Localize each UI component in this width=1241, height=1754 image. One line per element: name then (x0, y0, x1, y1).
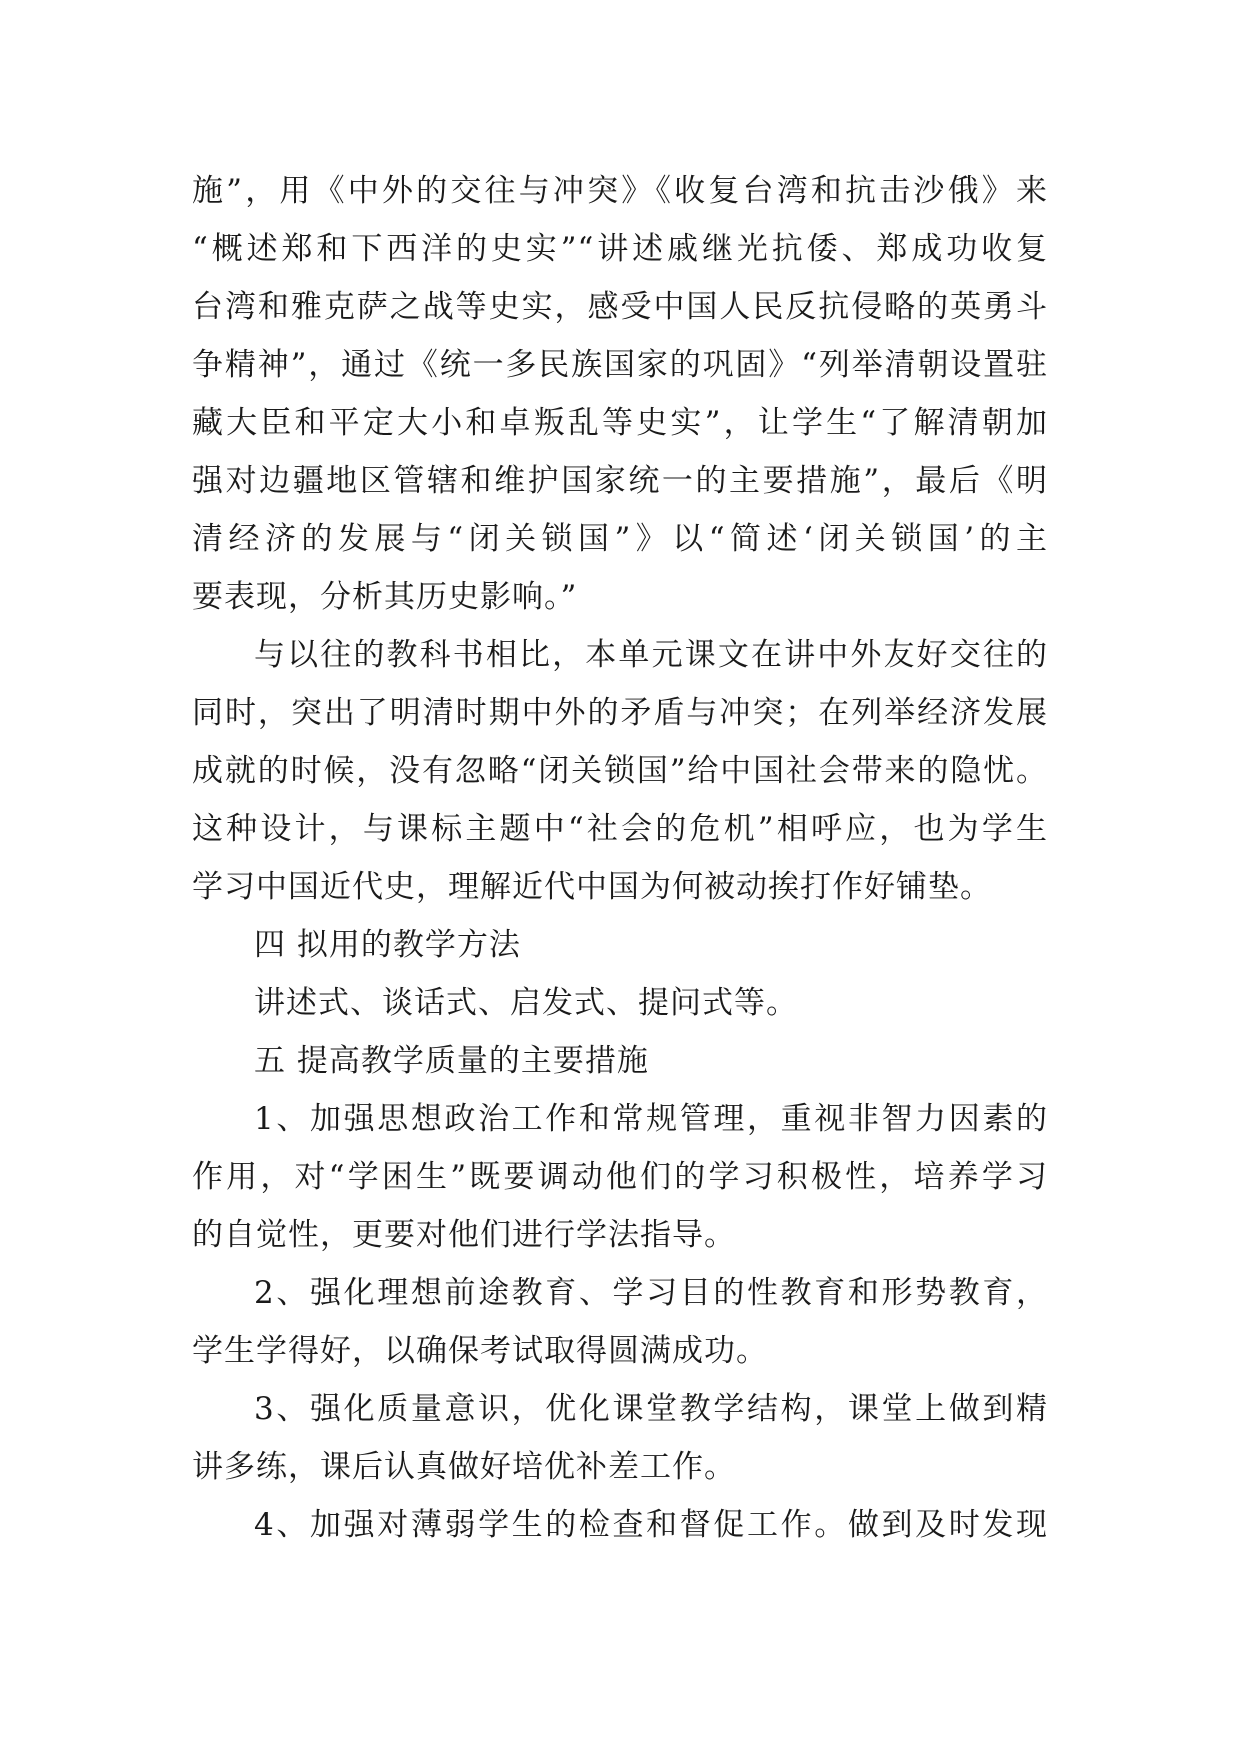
text-line: 讲多练，课后认真做好培优补差工作。 (192, 1449, 736, 1485)
text-line: 的自觉性，更要对他们进行学法指导。 (192, 1217, 736, 1253)
text-line: 3、强化质量意识，优化课堂教学结构，课堂上做到精 (254, 1391, 1048, 1427)
text-line: “概述郑和下西洋的史实”“讲述戚继光抗倭、郑成功收复 (192, 231, 1048, 267)
document-body (192, 162, 1048, 1554)
text-line: 要表现，分析其历史影响。” (192, 579, 578, 615)
text-line: 成就的时候，没有忽略“闭关锁国”给中国社会带来的隐忧。 (192, 753, 1048, 789)
text-line: 五 提高教学质量的主要措施 (254, 1043, 649, 1079)
text-line: 争精神”，通过《统一多民族国家的巩固》“列举清朝设置驻 (192, 347, 1048, 383)
text-line: 1、加强思想政治工作和常规管理，重视非智力因素的 (254, 1101, 1048, 1137)
text-line: 学习中国近代史，理解近代中国为何被动挨打作好铺垫。 (192, 869, 992, 905)
text-line: 藏大臣和平定大小和卓叛乱等史实”，让学生“了解清朝加 (192, 405, 1048, 441)
text-line: 学生学得好，以确保考试取得圆满成功。 (192, 1333, 768, 1369)
text-line: 与以往的教科书相比，本单元课文在讲中外友好交往的 (254, 637, 1048, 673)
text-line: 台湾和雅克萨之战等史实，感受中国人民反抗侵略的英勇斗 (192, 289, 1048, 325)
text-line: 四 拟用的教学方法 (254, 927, 521, 963)
text-line: 强对边疆地区管辖和维护国家统一的主要措施”，最后《明 (192, 463, 1048, 499)
text-line: 清经济的发展与“闭关锁国”》以“简述‘闭关锁国’的主 (192, 521, 1048, 557)
text-line: 这种设计，与课标主题中“社会的危机”相呼应，也为学生 (192, 811, 1048, 847)
text-line: 同时，突出了明清时期中外的矛盾与冲突；在列举经济发展 (192, 695, 1048, 731)
text-line: 2、强化理想前途教育、学习目的性教育和形势教育， (254, 1275, 1048, 1311)
text-line: 作用，对“学困生”既要调动他们的学习积极性，培养学习 (192, 1159, 1048, 1195)
text-line: 讲述式、谈话式、启发式、提问式等。 (254, 985, 798, 1021)
text-line: 施”，用《中外的交往与冲突》《收复台湾和抗击沙俄》来 (192, 173, 1048, 209)
text-line: 4、加强对薄弱学生的检查和督促工作。做到及时发现 (254, 1507, 1048, 1543)
